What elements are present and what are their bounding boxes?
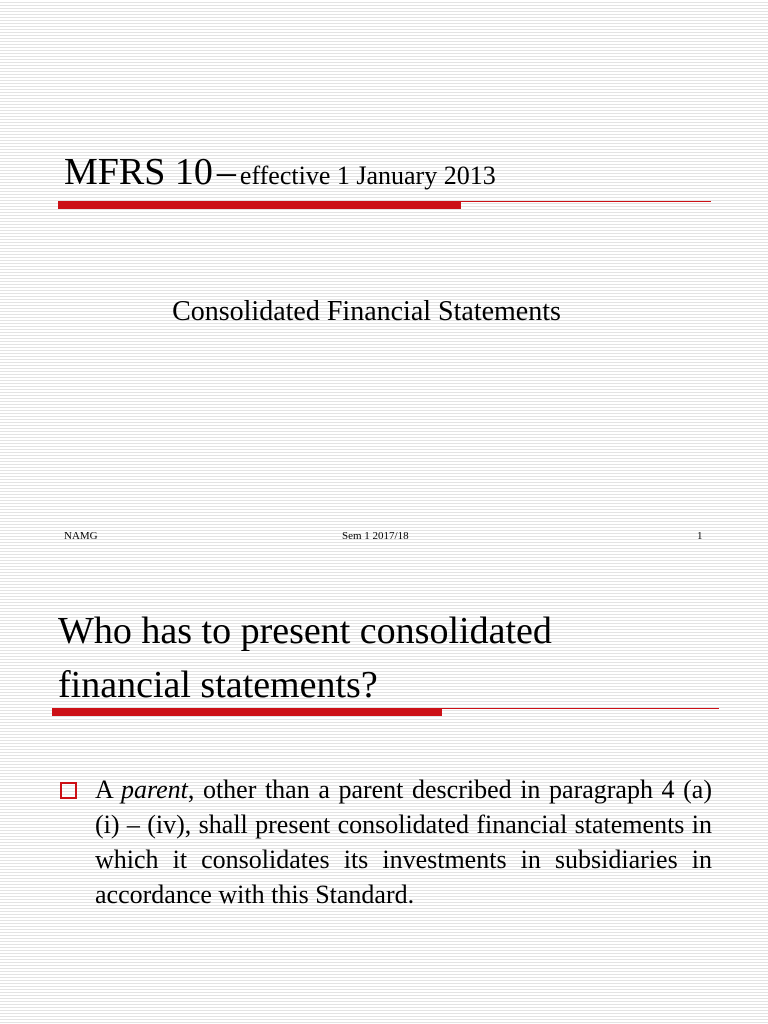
slide-heading xyxy=(58,604,738,712)
heading-line-2: financial statements? xyxy=(58,664,378,706)
footer-page-number: 1 xyxy=(697,530,703,542)
title-underline-thick xyxy=(58,201,461,209)
bullet-item xyxy=(60,772,712,912)
footer-center: Sem 1 2017/18 xyxy=(342,530,409,542)
bullet-text xyxy=(95,772,712,912)
footer-left: NAMG xyxy=(64,530,98,542)
slide-title xyxy=(64,150,496,194)
square-bullet-icon xyxy=(60,782,77,799)
title-separator: – xyxy=(216,151,236,193)
title-subtitle: effective 1 January 2013 xyxy=(239,161,496,190)
bullet-text-start: A xyxy=(95,775,113,804)
slide-2 xyxy=(0,556,768,1024)
bullet-text-rest: , other than a parent described in paragraph 4 (a) (i) – (iv), shall present consolidated financial statements in which it consolidates its investments in subsidiaries in accordance with this Standard. xyxy=(95,775,712,909)
bullet-text-italic: parent xyxy=(120,775,188,804)
title-main: MFRS 10 xyxy=(64,151,213,193)
heading-underline-thick xyxy=(52,708,442,716)
title-underline-thin xyxy=(461,201,711,202)
heading-line-1: Who has to present consolidated xyxy=(58,610,552,652)
heading-underline-thin xyxy=(442,708,719,709)
slide-subtitle: Consolidated Financial Statements xyxy=(172,296,561,327)
